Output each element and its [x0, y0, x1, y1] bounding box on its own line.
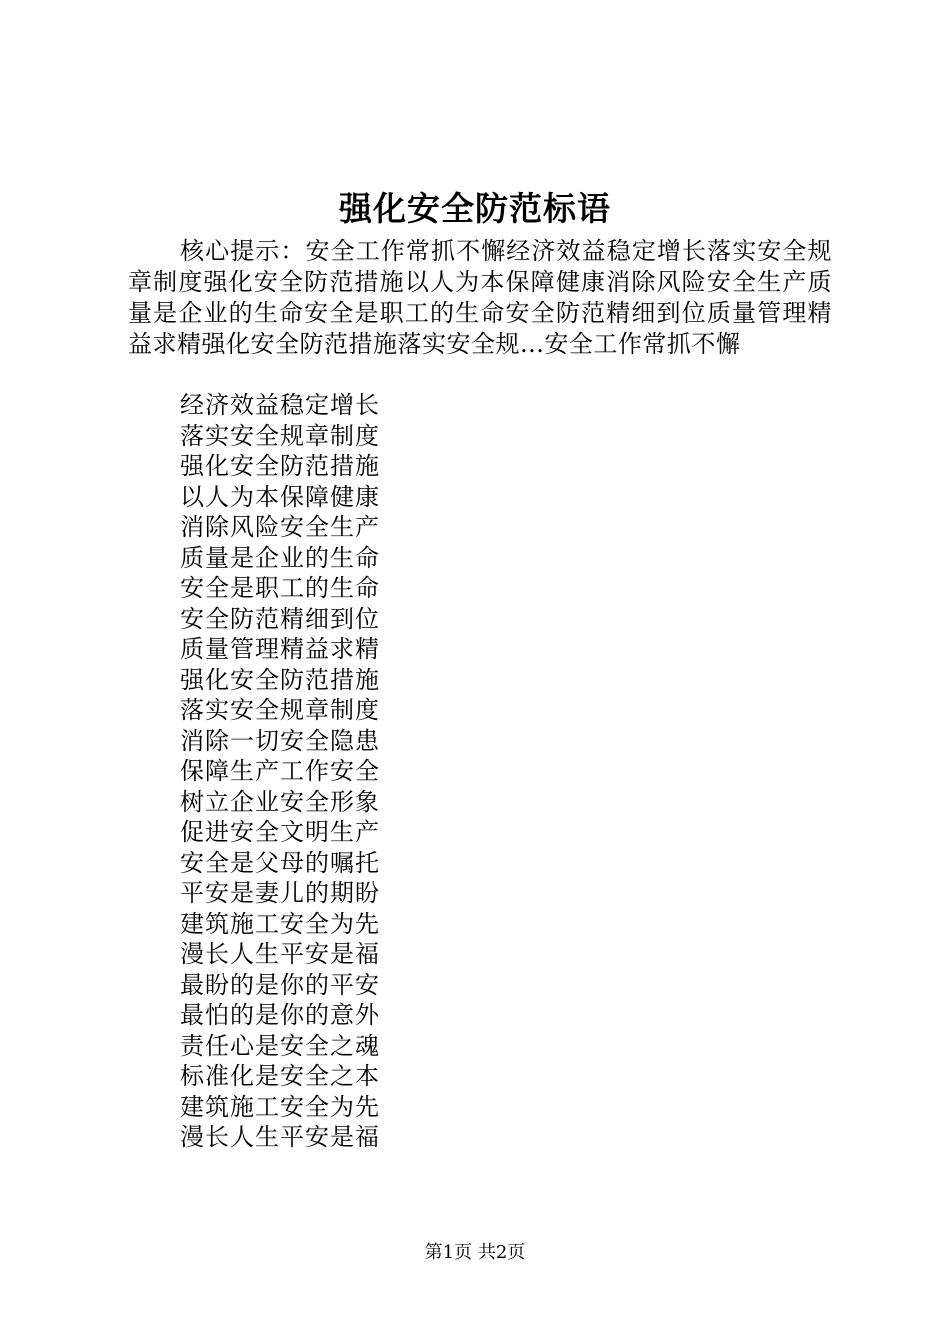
page-footer: 第1页 共2页	[424, 1242, 526, 1263]
slogan-line: 树立企业安全形象	[180, 787, 380, 816]
slogan-line: 消除风险安全生产	[180, 513, 380, 541]
slogan-line: 最怕的是你的意外	[180, 1001, 380, 1029]
slogan-line: 质量是企业的生命	[180, 543, 380, 572]
slogan-line: 标准化是安全之本	[180, 1062, 380, 1090]
slogan-line: 建筑施工安全为先	[180, 909, 380, 938]
slogan-line: 责任心是安全之魂	[180, 1031, 380, 1060]
slogan-line: 以人为本保障健康	[180, 482, 380, 511]
slogan-line: 漫长人生平安是福	[180, 940, 380, 968]
slogan-list	[180, 390, 380, 1153]
document-title: 强化安全防范标语	[339, 189, 611, 228]
slogan-line: 漫长人生平安是福	[180, 1123, 380, 1151]
slogan-line: 安全是职工的生命	[180, 574, 380, 602]
slogan-line: 落实安全规章制度	[180, 421, 380, 450]
slogan-line: 强化安全防范措施	[180, 665, 380, 694]
slogan-line: 平安是妻儿的期盼	[180, 879, 380, 907]
slogan-line: 最盼的是你的平安	[180, 970, 380, 999]
slogan-line: 经济效益稳定增长	[180, 391, 380, 419]
slogan-line: 建筑施工安全为先	[180, 1092, 380, 1121]
slogan-line: 强化安全防范措施	[180, 452, 380, 480]
slogan-line: 质量管理精益求精	[180, 635, 380, 663]
slogan-line: 安全是父母的嘱托	[180, 848, 380, 877]
intro-paragraph: 核心提示：安全工作常抓不懈经济效益稳定增长落实安全规章制度强化安全防范措施以人为本保障健康消除风险安全生产质量是企业的生命安全是职工的生命安全防范精细到位质量管理精益求精强化安全防范措施落实安全规...安全工作常抓不懈	[128, 237, 832, 358]
slogan-line: 消除一切安全隐患	[180, 726, 380, 755]
slogan-line: 安全防范精细到位	[180, 604, 380, 633]
slogan-line: 落实安全规章制度	[180, 696, 380, 724]
slogan-line: 促进安全文明生产	[180, 818, 380, 846]
slogan-line: 保障生产工作安全	[180, 757, 380, 785]
